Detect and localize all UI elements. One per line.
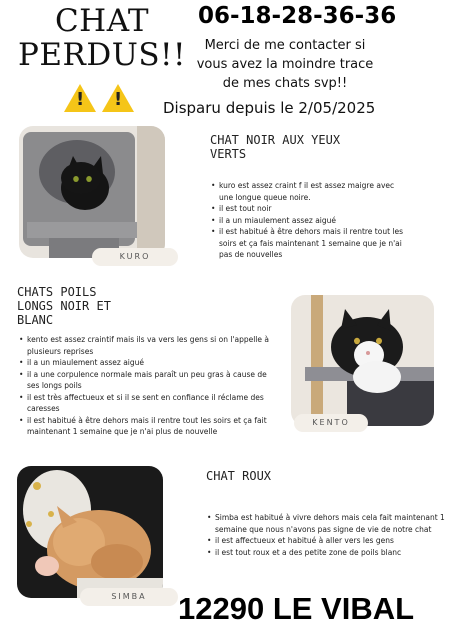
list-item: • il est affectueux et habitué à aller vers les gens: [215, 535, 452, 547]
list-item: • il est tout noir: [219, 203, 409, 215]
list-item: • il est tout roux et a des petite zone de poils blanc: [215, 547, 452, 559]
cat-photo-simba: [17, 466, 163, 598]
missing-since: Disparu depuis le 2/05/2025: [163, 99, 376, 117]
list-item: • il est très affectueux et si il se sent en confiance il réclame des caresses: [27, 392, 273, 415]
cat-name-plate: KENTO: [294, 414, 368, 432]
warning-icon: !: [102, 84, 134, 112]
cat-description-list: [210, 180, 409, 261]
poster-title: CHAT PERDUS!!: [18, 3, 186, 73]
cat-photo-kuro: [19, 126, 165, 258]
phone-number: 06-18-28-36-36: [198, 3, 397, 29]
cat-name-plate: KURO: [92, 248, 178, 266]
contact-text: Merci de me contacter si vous avez la moindre trace de mes chats svp!!: [196, 38, 374, 91]
list-item: • kento est assez craintif mais ils va vers les gens si on l'appelle à plusieurs reprises: [27, 334, 273, 357]
list-item: • kuro est assez craint f il est assez maigre avec une longue queue noire.: [219, 180, 409, 203]
warning-icon: !: [64, 84, 96, 112]
cat-heading: CHATS POILS LONGS NOIR ET BLANC: [17, 285, 111, 327]
cat-name-plate: SIMBA: [80, 588, 178, 606]
list-item: • il a un miaulement assez aigué: [219, 215, 409, 227]
list-item: • il a un miaulement assez aigué: [27, 357, 273, 369]
cat-photo-kento: [291, 295, 434, 426]
cat-heading: CHAT NOIR AUX YEUX VERTS: [210, 133, 341, 161]
cat-heading: CHAT ROUX: [206, 469, 272, 483]
cat-description-list: [206, 512, 452, 558]
list-item: • Simba est habitué à vivre dehors mais cela fait maintenant 1 semaine que nous n'avons pas signe de vie de notre chat: [215, 512, 452, 535]
cat-description-list: [18, 334, 273, 438]
location-text: 12290 LE VIBAL: [178, 591, 415, 626]
list-item: • il a une corpulence normale mais paraît un peu gras à cause de ses longs poils: [27, 369, 273, 392]
list-item: • il est habitué à être dehors mais il rentre tout les soirs et ça fais maintenant 1 semaine que je n'ai pas de nouvelles: [219, 226, 409, 261]
list-item: • il est habitué à être dehors mais il rentre tout les soirs et ça fait maintenant 1 semaine que je n'ai plus de nouvelle: [27, 415, 273, 438]
